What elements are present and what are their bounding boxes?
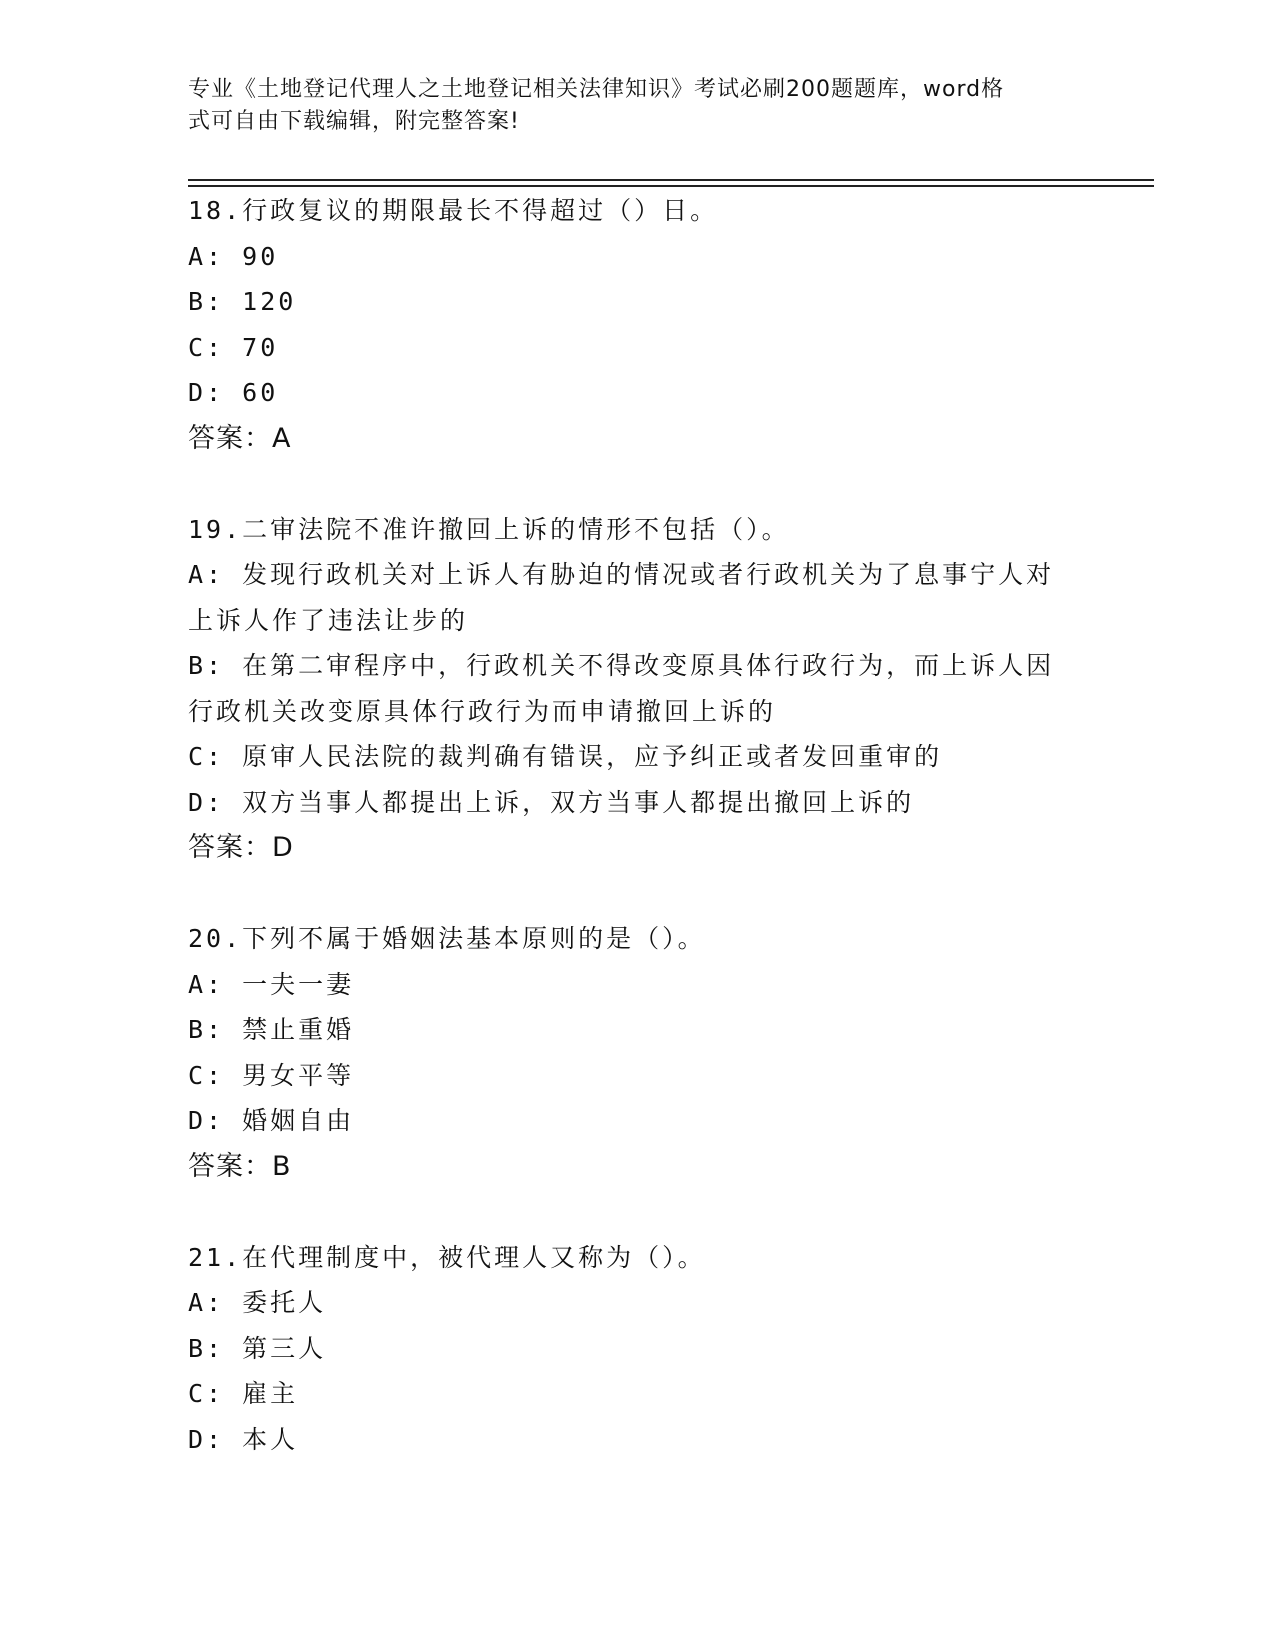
question-18: [188, 188, 1078, 462]
question-20: [188, 916, 1078, 1190]
question-stem: 19.二审法院不准许撤回上诉的情形不包括（）。: [188, 514, 790, 544]
document-header: [188, 74, 1088, 138]
option-c: C: 原审人民法院的裁判确有错误，应予纠正或者发回重审的: [188, 742, 943, 771]
option-a: A: 一夫一妻: [188, 969, 355, 999]
answer-label: 答案：D: [188, 832, 294, 863]
option-d: D: 60: [188, 378, 279, 407]
option-b: B: 在第二审程序中，行政机关不得改变原具体行政行为，而上诉人因行政机关改变原具体行政行为而申请撤回上诉的: [188, 651, 1055, 726]
question-stem: 21.在代理制度中，被代理人又称为（）。: [188, 1242, 706, 1272]
option-b: B: 第三人: [188, 1333, 327, 1363]
question-list: [188, 188, 1078, 1507]
header-line-2: 式可自由下载编辑，附完整答案!: [188, 109, 520, 134]
option-c: C: 男女平等: [188, 1060, 355, 1090]
header-divider-bottom: [188, 185, 1154, 187]
option-b: B: 120: [188, 287, 297, 316]
option-a: A: 90: [188, 241, 279, 271]
question-19: [188, 507, 1078, 872]
option-c: C: 雇主: [188, 1379, 299, 1408]
question-stem: 18.行政复议的期限最长不得超过（）日。: [188, 196, 719, 225]
header-line-1: 专业《土地登记代理人之土地登记相关法律知识》考试必刷200题题库，word格: [188, 77, 1005, 102]
question-stem: 20.下列不属于婚姻法基本原则的是（）。: [188, 924, 706, 953]
header-divider-top: [188, 179, 1154, 181]
option-a: A: 发现行政机关对上诉人有胁迫的情况或者行政机关为了息事宁人对上诉人作了违法让步的: [188, 560, 1055, 635]
question-21: [188, 1235, 1078, 1463]
option-a: A: 委托人: [188, 1288, 327, 1317]
option-b: B: 禁止重婚: [188, 1015, 355, 1044]
answer-label: 答案：A: [188, 422, 292, 454]
option-d: D: 婚姻自由: [188, 1106, 355, 1135]
option-d: D: 双方当事人都提出上诉，双方当事人都提出撤回上诉的: [188, 787, 915, 817]
option-c: C: 70: [188, 332, 279, 362]
option-d: D: 本人: [188, 1424, 299, 1454]
answer-label: 答案：B: [188, 1150, 292, 1182]
